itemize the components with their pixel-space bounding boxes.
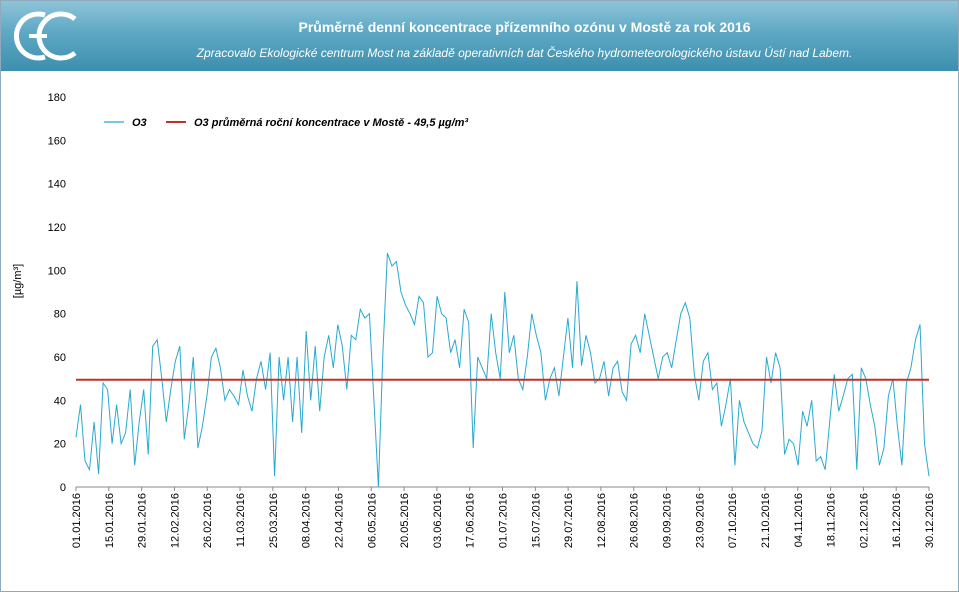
y-axis-label: [µg/m³] — [12, 263, 24, 299]
x-tick-label: 21.10.2016 — [759, 493, 772, 549]
x-tick-label: 17.06.2016 — [464, 493, 477, 549]
chart-title: Průměrné denní koncentrace přízemního ozónu v Mostě za rok 2016 — [298, 19, 751, 35]
x-tick-label: 11.03.2016 — [235, 493, 248, 548]
x-tick-label: 29.01.2016 — [136, 493, 149, 549]
x-tick-label: 04.11.2016 — [792, 493, 805, 548]
x-tick-label: 29.07.2016 — [563, 493, 576, 549]
legend-label-o3: O3 — [132, 117, 147, 129]
x-tick-label: 18.11.2016 — [825, 493, 838, 548]
y-tick-label: 160 — [47, 135, 66, 148]
y-tick-label: 100 — [47, 265, 66, 278]
x-tick-label: 16.12.2016 — [891, 493, 904, 549]
x-tick-label: 23.09.2016 — [694, 493, 707, 549]
x-tick-label: 09.09.2016 — [661, 493, 674, 549]
x-tick-label: 15.07.2016 — [530, 493, 543, 549]
y-axis-ticks — [48, 92, 66, 494]
x-tick-label: 22.04.2016 — [333, 493, 346, 549]
x-tick-label: 02.12.2016 — [858, 493, 871, 549]
x-tick-label: 07.10.2016 — [727, 493, 740, 549]
y-tick-label: 20 — [53, 438, 66, 451]
x-tick-label: 20.05.2016 — [399, 493, 412, 549]
y-tick-label: 120 — [47, 222, 66, 234]
y-tick-label: 0 — [59, 482, 66, 494]
x-tick-label: 25.03.2016 — [267, 493, 280, 549]
x-tick-label: 15.01.2016 — [103, 493, 116, 549]
x-tick-label: 03.06.2016 — [431, 493, 444, 549]
x-tick-label: 26.02.2016 — [202, 493, 215, 549]
x-tick-label: 12.02.2016 — [169, 493, 182, 549]
y-tick-label: 60 — [53, 352, 66, 364]
chart-subtitle: Zpracovalo Ekologické centrum Most na základě operativních dat Českého hydrometeorologického ústavu Ústí nad Labem. — [196, 46, 853, 60]
legend — [104, 117, 468, 129]
x-tick-label: 01.07.2016 — [497, 493, 510, 549]
ecm-logo-icon — [9, 7, 81, 65]
line-chart — [1, 71, 958, 591]
x-axis-ticks — [71, 487, 936, 548]
x-tick-label: 30.12.2016 — [924, 493, 936, 549]
header-banner — [1, 1, 958, 71]
series-o3-line — [76, 253, 929, 487]
x-tick-label: 26.08.2016 — [628, 493, 641, 549]
x-tick-label: 12.08.2016 — [595, 493, 608, 549]
x-tick-label: 01.01.2016 — [71, 493, 83, 549]
y-tick-label: 180 — [47, 92, 66, 104]
y-tick-label: 40 — [53, 395, 66, 408]
y-tick-label: 80 — [53, 308, 66, 321]
legend-label-average: O3 průměrná roční koncentrace v Mostě - 49,5 µg/m³ — [194, 117, 469, 129]
x-tick-label: 06.05.2016 — [366, 493, 379, 549]
x-tick-label: 08.04.2016 — [300, 493, 313, 549]
y-tick-label: 140 — [47, 178, 66, 191]
